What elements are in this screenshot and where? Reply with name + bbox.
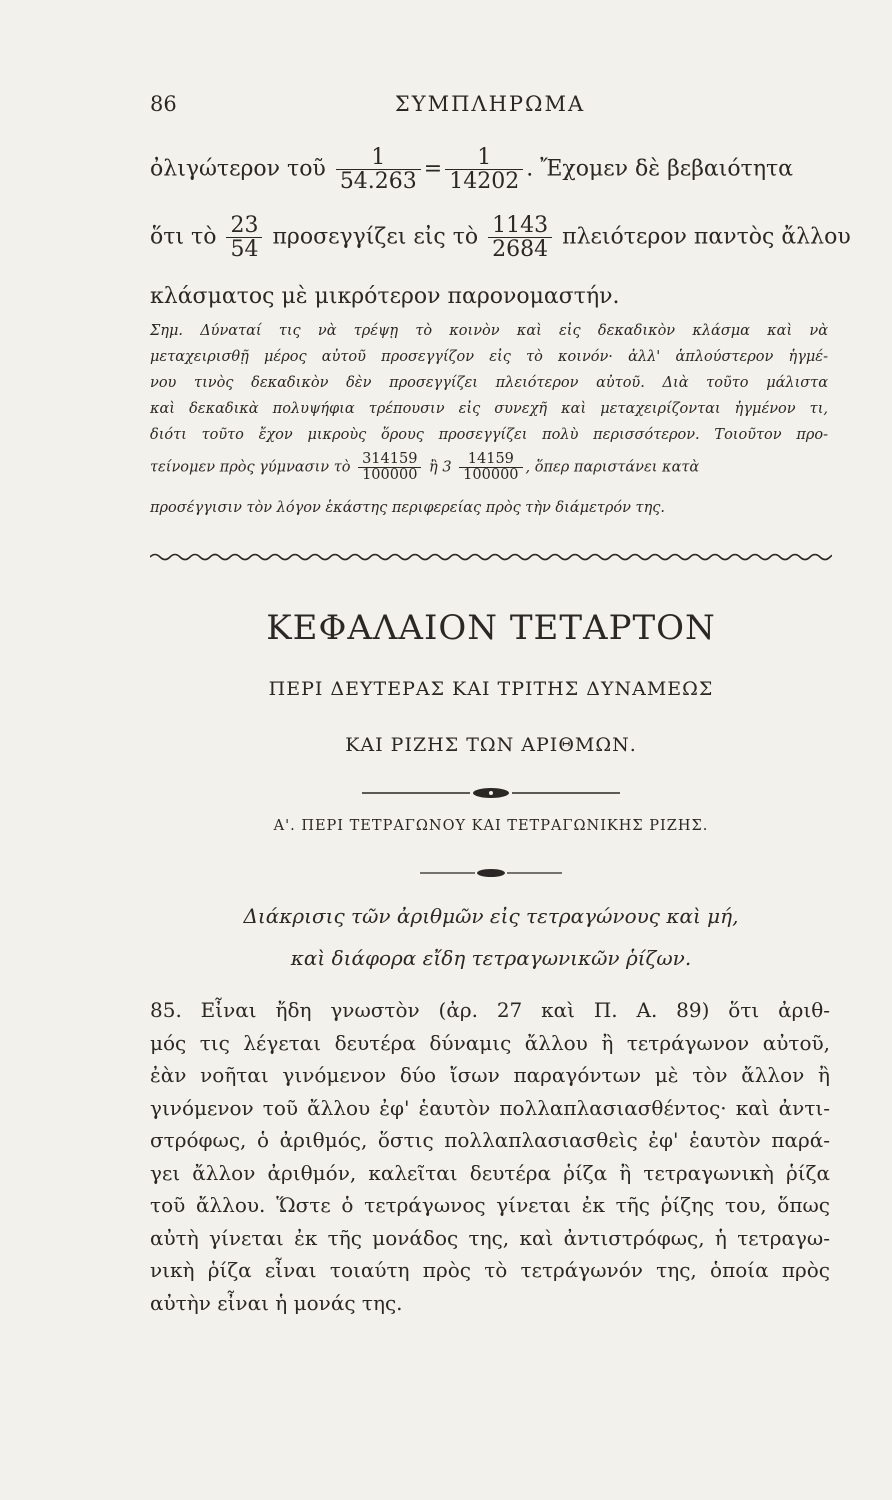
body-paragraph	[150, 994, 830, 1319]
small-ornament	[150, 864, 832, 882]
note-fraction-line: τείνομεν πρὸς γύμνασιν τὸ $\frac{314159}{100000}$ ἢ 3 $\frac{14159}{100000}$ , ὅπερ παριστάνει κατὰ	[150, 451, 700, 484]
section-heading: Α'. ΠΕΡΙ ΤΕΤΡΑΓΩΝΟΥ ΚΑΙ ΤΕΤΡΑΓΩΝΙΚΗΣ ΡΙΖΗΣ.	[273, 818, 709, 834]
ornament-divider	[150, 784, 832, 802]
equation-line-2: ὅτι τὸ $\frac{23}{54}$ προσεγγίζει εἰς τὸ $\frac{1143}{2684}$ πλειότερον παντὸς ἄλλου	[150, 213, 851, 263]
fraction: $\frac{1}{54.263}$	[336, 146, 421, 193]
chapter-subtitle: ΚΑΙ ΡΙΖΗΣ ΤΩΝ ΑΡΙΘΜΩΝ.	[345, 734, 637, 756]
body-line: γινόμενον τοῦ ἄλλου ἐφ' ἑαυτὸν πολλαπλασιασθέντος· καὶ ἀντι-	[150, 1095, 830, 1120]
fraction: $\frac{14159}{100000}$	[459, 452, 522, 483]
fraction: $\frac{1}{14202}$	[445, 146, 523, 193]
footnote-block	[150, 318, 828, 448]
note-last-line: προσέγγισιν τὸν λόγον ἑκάστης περιφερείας πρὸς τὴν διάμετρόν της.	[150, 500, 665, 516]
body-line: γει ἄλλον ἀριθμόν, καλεῖται δευτέρα ῥίζα ἢ τετραγωνικὴ ῥίζα	[150, 1160, 830, 1185]
note-line: νου τινὸς δεκαδικὸν δὲν προσεγγίζει πλειότερον αὐτοῦ. Διὰ τοῦτο μάλιστα	[150, 375, 828, 391]
running-title: ΣΥΜΠΛΗΡΩΜΑ	[394, 92, 586, 116]
fraction: $\frac{23}{54}$	[226, 214, 262, 261]
text-line: κλάσματος μὲ μικρότερον παρονομαστήν.	[150, 284, 620, 309]
body-line: αὐτὴν εἶναι ἡ μονάς της.	[150, 1290, 403, 1315]
page-number: 86	[150, 92, 177, 116]
fraction: $\frac{314159}{100000}$	[358, 452, 421, 483]
body-line: αὐτὴ γίνεται ἐκ τῆς μονάδος της, καὶ ἀντιστρόφως, ἡ τετραγω-	[150, 1225, 830, 1250]
note-line: καὶ δεκαδικὰ πολυψήφια τρέπουσιν εἰς συνεχῆ καὶ μεταχειρίζονται ἡγμένον τι,	[150, 401, 828, 417]
body-line: νικὴ ῥίζα εἶναι τοιαύτη πρὸς τὸ τετράγωνόν της, ὁποία πρὸς	[150, 1258, 830, 1282]
note-line: διότι τοῦτο ἔχον μικροὺς ὅρους προσεγγίζει πολὺ περισσότερον. Τοιοῦτον προ-	[150, 427, 828, 443]
equation-line-1: ὀλιγώτερον τοῦ $\frac{1}{54.263}$ = $\frac{1}{14202}$ . Ἔχομεν δὲ βεβαιότητα	[150, 145, 794, 195]
note-line: Σημ. Δύναταί τις νὰ τρέψῃ τὸ κοινὸν καὶ εἰς δεκαδικὸν κλάσμα καὶ νὰ	[150, 323, 828, 339]
subsection-title: Διάκρισις τῶν ἀριθμῶν εἰς τετραγώνους καὶ μή,	[243, 904, 739, 928]
wavy-divider	[150, 550, 832, 564]
fraction: $\frac{1143}{2684}$	[488, 214, 552, 261]
page-header	[150, 92, 830, 122]
body-line: 85. Εἶναι ἤδη γνωστὸν (ἀρ. 27 καὶ Π. Α. 89) ὅτι ἀριθ-	[150, 998, 830, 1022]
body-line: στρόφως, ὁ ἀριθμός, ὅστις πολλαπλασιασθεὶς ἐφ' ἑαυτὸν παρά-	[150, 1128, 830, 1152]
subsection-title: καὶ διάφορα εἴδη τετραγωνικῶν ῥίζων.	[290, 946, 692, 970]
note-line: μεταχειρισθῇ μέρος αὐτοῦ προσεγγίζον εἰς τὸ κοινόν· ἀλλ' ἁπλούστερον ἡγμέ-	[150, 349, 828, 365]
body-line: τοῦ ἄλλου. Ὥστε ὁ τετράγωνος γίνεται ἐκ τῆς ῥίζης του, ὅπως	[150, 1193, 830, 1217]
chapter-subtitle: ΠΕΡΙ ΔΕΥΤΕΡΑΣ ΚΑΙ ΤΡΙΤΗΣ ΔΥΝΑΜΕΩΣ	[268, 678, 714, 700]
chapter-title: ΚΕΦΑΛΑΙΟΝ ΤΕΤΑΡΤΟΝ	[266, 608, 716, 648]
body-line: ἐὰν νοῆται γινόμενον δύο ἴσων παραγόντων μὲ τὸν ἄλλον ἢ	[150, 1063, 830, 1087]
body-line: μός τις λέγεται δευτέρα δύναμις ἄλλου ἢ τετράγωνον αὐτοῦ,	[150, 1030, 830, 1055]
